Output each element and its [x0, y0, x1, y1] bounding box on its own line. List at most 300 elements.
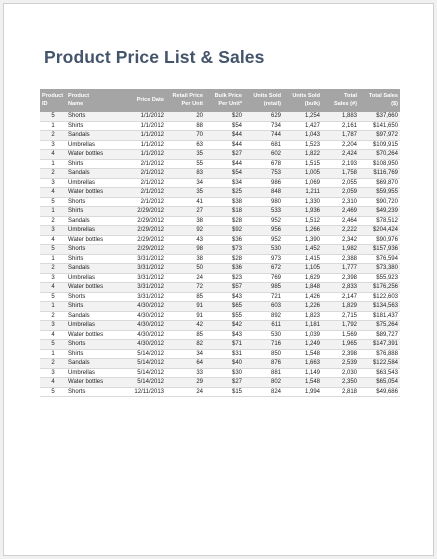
cell-total-sales-units: 2,147: [322, 292, 359, 302]
cell-units-retail: 881: [244, 368, 283, 378]
cell-total-sales-value: $109,915: [359, 140, 400, 150]
table-row: [40, 112, 400, 121]
cell-price-date: 2/29/2012: [118, 245, 166, 255]
cell-retail-price: 98: [166, 245, 205, 255]
cell-total-sales-units: 2,464: [322, 216, 359, 226]
cell-total-sales-units: 2,059: [322, 188, 359, 198]
cell-retail-price: 72: [166, 283, 205, 293]
table-row: [40, 188, 400, 198]
cell-bulk-price: $27: [205, 378, 244, 388]
cell-product-name: Water bottles: [66, 378, 118, 388]
cell-units-bulk: 1,330: [283, 197, 322, 207]
table-row: [40, 207, 400, 217]
cell-retail-price: 92: [166, 226, 205, 236]
cell-retail-price: 85: [166, 330, 205, 340]
cell-total-sales-units: 2,398: [322, 273, 359, 283]
header-units-retail: Units Sold (retail): [244, 89, 283, 112]
cell-total-sales-units: 2,350: [322, 378, 359, 388]
cell-product-name: Shirts: [66, 302, 118, 312]
cell-product-name: Shorts: [66, 112, 118, 121]
cell-bulk-price: $44: [205, 159, 244, 169]
cell-retail-price: 35: [166, 188, 205, 198]
cell-product-name: Water bottles: [66, 235, 118, 245]
cell-bulk-price: $36: [205, 235, 244, 245]
table-row: [40, 330, 400, 340]
table-row: [40, 387, 400, 397]
cell-retail-price: 24: [166, 273, 205, 283]
cell-price-date: 5/14/2012: [118, 378, 166, 388]
cell-total-sales-units: 1,883: [322, 112, 359, 121]
cell-total-sales-value: $157,936: [359, 245, 400, 255]
table-row: [40, 178, 400, 188]
cell-product-id: 5: [40, 245, 66, 255]
cell-units-bulk: 1,994: [283, 387, 322, 397]
cell-total-sales-value: $76,888: [359, 349, 400, 359]
cell-product-id: 5: [40, 340, 66, 350]
cell-units-retail: 848: [244, 188, 283, 198]
cell-price-date: 1/1/2012: [118, 112, 166, 121]
cell-retail-price: 43: [166, 235, 205, 245]
cell-total-sales-value: $70,264: [359, 150, 400, 160]
cell-units-bulk: 1,512: [283, 216, 322, 226]
cell-units-bulk: 1,663: [283, 359, 322, 369]
price-sales-table: [40, 89, 400, 397]
cell-total-sales-units: 2,055: [322, 178, 359, 188]
cell-total-sales-units: 2,833: [322, 283, 359, 293]
cell-units-retail: 530: [244, 245, 283, 255]
cell-total-sales-value: $65,054: [359, 378, 400, 388]
cell-total-sales-value: $181,437: [359, 311, 400, 321]
cell-units-bulk: 1,266: [283, 226, 322, 236]
cell-retail-price: 27: [166, 207, 205, 217]
cell-product-id: 2: [40, 169, 66, 179]
cell-retail-price: 55: [166, 159, 205, 169]
cell-units-bulk: 1,039: [283, 330, 322, 340]
cell-total-sales-value: $73,380: [359, 264, 400, 274]
cell-units-bulk: 1,822: [283, 150, 322, 160]
cell-price-date: 4/30/2012: [118, 302, 166, 312]
cell-total-sales-value: $204,424: [359, 226, 400, 236]
cell-product-id: 1: [40, 159, 66, 169]
cell-product-name: Shorts: [66, 387, 118, 397]
cell-bulk-price: $25: [205, 188, 244, 198]
cell-price-date: 4/30/2012: [118, 311, 166, 321]
cell-total-sales-value: $147,391: [359, 340, 400, 350]
cell-total-sales-units: 2,342: [322, 235, 359, 245]
cell-total-sales-value: $122,603: [359, 292, 400, 302]
header-units-bulk: Units Sold (bulk): [283, 89, 322, 112]
cell-total-sales-units: 2,818: [322, 387, 359, 397]
cell-product-name: Sandals: [66, 264, 118, 274]
table-row: [40, 273, 400, 283]
cell-total-sales-units: 2,398: [322, 349, 359, 359]
header-bulk-price: Bulk Price Per Unit*: [205, 89, 244, 112]
cell-retail-price: 38: [166, 254, 205, 264]
cell-retail-price: 38: [166, 216, 205, 226]
cell-retail-price: 85: [166, 292, 205, 302]
cell-units-retail: 629: [244, 112, 283, 121]
cell-units-bulk: 1,005: [283, 169, 322, 179]
cell-product-id: 5: [40, 112, 66, 121]
cell-price-date: 5/14/2012: [118, 349, 166, 359]
cell-product-name: Sandals: [66, 216, 118, 226]
cell-units-retail: 672: [244, 264, 283, 274]
cell-product-id: 2: [40, 216, 66, 226]
cell-units-bulk: 1,390: [283, 235, 322, 245]
cell-bulk-price: $34: [205, 178, 244, 188]
cell-bulk-price: $38: [205, 197, 244, 207]
cell-retail-price: 70: [166, 131, 205, 141]
cell-product-name: Umbrellas: [66, 273, 118, 283]
cell-retail-price: 42: [166, 321, 205, 331]
table-row: [40, 131, 400, 141]
cell-product-id: 3: [40, 226, 66, 236]
cell-total-sales-value: $176,256: [359, 283, 400, 293]
cell-price-date: 3/31/2012: [118, 292, 166, 302]
cell-product-id: 3: [40, 178, 66, 188]
cell-product-name: Umbrellas: [66, 321, 118, 331]
cell-units-bulk: 1,452: [283, 245, 322, 255]
cell-product-id: 1: [40, 254, 66, 264]
cell-units-bulk: 1,254: [283, 112, 322, 121]
cell-total-sales-units: 1,787: [322, 131, 359, 141]
cell-retail-price: 34: [166, 349, 205, 359]
cell-total-sales-value: $122,584: [359, 359, 400, 369]
cell-units-retail: 611: [244, 321, 283, 331]
table-row: [40, 235, 400, 245]
cell-retail-price: 29: [166, 378, 205, 388]
cell-product-id: 3: [40, 368, 66, 378]
cell-bulk-price: $20: [205, 112, 244, 121]
cell-total-sales-value: $90,720: [359, 197, 400, 207]
cell-product-id: 4: [40, 283, 66, 293]
cell-product-name: Shirts: [66, 121, 118, 131]
cell-bulk-price: $30: [205, 368, 244, 378]
cell-bulk-price: $28: [205, 216, 244, 226]
cell-total-sales-value: $76,594: [359, 254, 400, 264]
cell-total-sales-units: 2,424: [322, 150, 359, 160]
cell-product-id: 1: [40, 302, 66, 312]
table-row: [40, 349, 400, 359]
cell-total-sales-value: $97,972: [359, 131, 400, 141]
cell-product-name: Umbrellas: [66, 140, 118, 150]
cell-bulk-price: $42: [205, 321, 244, 331]
cell-retail-price: 88: [166, 121, 205, 131]
cell-product-name: Sandals: [66, 131, 118, 141]
cell-bulk-price: $43: [205, 292, 244, 302]
cell-retail-price: 50: [166, 264, 205, 274]
cell-product-id: 3: [40, 321, 66, 331]
cell-units-bulk: 1,069: [283, 178, 322, 188]
cell-product-id: 2: [40, 311, 66, 321]
table-row: [40, 378, 400, 388]
cell-product-id: 3: [40, 273, 66, 283]
cell-units-bulk: 1,629: [283, 273, 322, 283]
cell-total-sales-value: $108,950: [359, 159, 400, 169]
cell-total-sales-value: $49,686: [359, 387, 400, 397]
cell-units-bulk: 1,181: [283, 321, 322, 331]
cell-total-sales-value: $90,976: [359, 235, 400, 245]
cell-price-date: 4/30/2012: [118, 330, 166, 340]
cell-total-sales-value: $37,660: [359, 112, 400, 121]
cell-retail-price: 63: [166, 140, 205, 150]
cell-units-retail: 681: [244, 140, 283, 150]
cell-bulk-price: $73: [205, 245, 244, 255]
cell-total-sales-value: $69,870: [359, 178, 400, 188]
table-row: [40, 121, 400, 131]
cell-product-id: 2: [40, 264, 66, 274]
cell-retail-price: 64: [166, 359, 205, 369]
cell-total-sales-units: 2,204: [322, 140, 359, 150]
cell-retail-price: 41: [166, 197, 205, 207]
cell-units-bulk: 1,427: [283, 121, 322, 131]
cell-retail-price: 82: [166, 340, 205, 350]
cell-total-sales-units: 1,758: [322, 169, 359, 179]
cell-units-retail: 952: [244, 216, 283, 226]
table-row: [40, 150, 400, 160]
cell-product-id: 1: [40, 349, 66, 359]
cell-product-name: Water bottles: [66, 188, 118, 198]
cell-bulk-price: $18: [205, 207, 244, 217]
cell-units-retail: 716: [244, 340, 283, 350]
cell-price-date: 2/1/2012: [118, 169, 166, 179]
cell-total-sales-value: $63,543: [359, 368, 400, 378]
cell-units-retail: 802: [244, 378, 283, 388]
document-page: [3, 3, 434, 556]
cell-retail-price: 91: [166, 311, 205, 321]
cell-price-date: 2/29/2012: [118, 235, 166, 245]
table-row: [40, 283, 400, 293]
cell-bulk-price: $15: [205, 387, 244, 397]
cell-price-date: 2/29/2012: [118, 216, 166, 226]
cell-product-id: 4: [40, 378, 66, 388]
cell-units-retail: 986: [244, 178, 283, 188]
cell-bulk-price: $28: [205, 254, 244, 264]
cell-product-name: Sandals: [66, 359, 118, 369]
cell-retail-price: 24: [166, 387, 205, 397]
header-retail-price: Retail Price Per Unit: [166, 89, 205, 112]
cell-bulk-price: $92: [205, 226, 244, 236]
table-row: [40, 264, 400, 274]
cell-units-bulk: 1,523: [283, 140, 322, 150]
cell-price-date: 3/31/2012: [118, 254, 166, 264]
table-row: [40, 321, 400, 331]
table-row: [40, 197, 400, 207]
table-row: [40, 159, 400, 169]
cell-price-date: 12/11/2013: [118, 387, 166, 397]
cell-units-retail: 744: [244, 131, 283, 141]
cell-units-retail: 892: [244, 311, 283, 321]
cell-units-bulk: 1,548: [283, 349, 322, 359]
cell-bulk-price: $71: [205, 340, 244, 350]
cell-product-name: Shirts: [66, 159, 118, 169]
cell-bulk-price: $55: [205, 311, 244, 321]
cell-bulk-price: $57: [205, 283, 244, 293]
cell-retail-price: 34: [166, 178, 205, 188]
cell-units-retail: 824: [244, 387, 283, 397]
cell-price-date: 2/1/2012: [118, 178, 166, 188]
cell-price-date: 5/14/2012: [118, 359, 166, 369]
table-header-row: [40, 89, 400, 112]
cell-price-date: 4/30/2012: [118, 321, 166, 331]
cell-total-sales-units: 2,030: [322, 368, 359, 378]
cell-units-bulk: 1,415: [283, 254, 322, 264]
cell-total-sales-value: $134,563: [359, 302, 400, 312]
header-total-sales-units: Total Sales (#): [322, 89, 359, 112]
cell-bulk-price: $54: [205, 169, 244, 179]
cell-product-id: 5: [40, 387, 66, 397]
cell-units-retail: 678: [244, 159, 283, 169]
cell-units-retail: 530: [244, 330, 283, 340]
table-row: [40, 340, 400, 350]
cell-price-date: 2/1/2012: [118, 159, 166, 169]
cell-units-bulk: 1,105: [283, 264, 322, 274]
cell-bulk-price: $23: [205, 273, 244, 283]
cell-units-retail: 721: [244, 292, 283, 302]
cell-units-bulk: 1,043: [283, 131, 322, 141]
cell-price-date: 5/14/2012: [118, 368, 166, 378]
cell-units-bulk: 1,249: [283, 340, 322, 350]
table-row: [40, 302, 400, 312]
cell-total-sales-value: $49,239: [359, 207, 400, 217]
cell-product-name: Umbrellas: [66, 368, 118, 378]
table-body: [40, 112, 400, 397]
cell-product-name: Umbrellas: [66, 178, 118, 188]
cell-units-bulk: 1,823: [283, 311, 322, 321]
cell-product-name: Sandals: [66, 311, 118, 321]
cell-total-sales-units: 2,539: [322, 359, 359, 369]
cell-units-bulk: 1,548: [283, 378, 322, 388]
table-row: [40, 311, 400, 321]
cell-product-id: 2: [40, 131, 66, 141]
cell-bulk-price: $44: [205, 140, 244, 150]
cell-units-retail: 980: [244, 197, 283, 207]
cell-total-sales-units: 2,715: [322, 311, 359, 321]
cell-product-name: Water bottles: [66, 330, 118, 340]
table-row: [40, 254, 400, 264]
cell-product-id: 5: [40, 292, 66, 302]
cell-total-sales-units: 1,829: [322, 302, 359, 312]
cell-price-date: 4/30/2012: [118, 340, 166, 350]
cell-price-date: 2/1/2012: [118, 188, 166, 198]
cell-units-retail: 769: [244, 273, 283, 283]
table-row: [40, 226, 400, 236]
cell-units-retail: 850: [244, 349, 283, 359]
cell-retail-price: 33: [166, 368, 205, 378]
cell-price-date: 3/31/2012: [118, 273, 166, 283]
cell-units-bulk: 1,848: [283, 283, 322, 293]
table-row: [40, 245, 400, 255]
cell-units-retail: 973: [244, 254, 283, 264]
cell-product-id: 1: [40, 207, 66, 217]
cell-product-name: Shorts: [66, 245, 118, 255]
cell-product-name: Shorts: [66, 292, 118, 302]
cell-total-sales-value: $75,264: [359, 321, 400, 331]
cell-price-date: 1/1/2012: [118, 131, 166, 141]
cell-retail-price: 35: [166, 150, 205, 160]
cell-product-id: 5: [40, 197, 66, 207]
cell-product-name: Water bottles: [66, 150, 118, 160]
cell-total-sales-value: $55,923: [359, 273, 400, 283]
cell-total-sales-value: $78,512: [359, 216, 400, 226]
cell-units-bulk: 1,211: [283, 188, 322, 198]
cell-total-sales-value: $116,769: [359, 169, 400, 179]
cell-price-date: 1/1/2012: [118, 140, 166, 150]
header-total-sales-value: Total Sales ($): [359, 89, 400, 112]
header-price-date: Price Date: [118, 89, 166, 112]
cell-bulk-price: $43: [205, 330, 244, 340]
cell-units-retail: 952: [244, 235, 283, 245]
cell-total-sales-units: 1,569: [322, 330, 359, 340]
cell-units-retail: 602: [244, 150, 283, 160]
cell-units-bulk: 1,515: [283, 159, 322, 169]
table-row: [40, 169, 400, 179]
cell-bulk-price: $54: [205, 121, 244, 131]
cell-price-date: 2/29/2012: [118, 207, 166, 217]
cell-total-sales-units: 1,965: [322, 340, 359, 350]
cell-price-date: 3/31/2012: [118, 264, 166, 274]
cell-product-name: Shirts: [66, 349, 118, 359]
cell-product-name: Shorts: [66, 340, 118, 350]
cell-product-id: 4: [40, 235, 66, 245]
cell-price-date: 2/29/2012: [118, 226, 166, 236]
cell-product-id: 4: [40, 330, 66, 340]
cell-units-bulk: 1,426: [283, 292, 322, 302]
cell-total-sales-value: $141,650: [359, 121, 400, 131]
cell-retail-price: 83: [166, 169, 205, 179]
cell-product-name: Shirts: [66, 254, 118, 264]
table-row: [40, 216, 400, 226]
cell-units-bulk: 1,149: [283, 368, 322, 378]
cell-total-sales-units: 1,982: [322, 245, 359, 255]
header-product-id: Product ID: [40, 89, 66, 112]
cell-bulk-price: $40: [205, 359, 244, 369]
cell-units-retail: 734: [244, 121, 283, 131]
cell-product-name: Shirts: [66, 207, 118, 217]
cell-units-retail: 603: [244, 302, 283, 312]
table-row: [40, 359, 400, 369]
cell-price-date: 1/1/2012: [118, 121, 166, 131]
cell-units-retail: 753: [244, 169, 283, 179]
cell-price-date: 3/31/2012: [118, 283, 166, 293]
cell-units-retail: 876: [244, 359, 283, 369]
cell-product-id: 4: [40, 188, 66, 198]
cell-units-bulk: 1,936: [283, 207, 322, 217]
cell-product-name: Umbrellas: [66, 226, 118, 236]
cell-product-name: Shorts: [66, 197, 118, 207]
cell-retail-price: 91: [166, 302, 205, 312]
cell-total-sales-units: 2,222: [322, 226, 359, 236]
cell-product-id: 1: [40, 121, 66, 131]
cell-total-sales-value: $59,955: [359, 188, 400, 198]
cell-bulk-price: $27: [205, 150, 244, 160]
cell-bulk-price: $44: [205, 131, 244, 141]
table-row: [40, 292, 400, 302]
cell-total-sales-units: 2,388: [322, 254, 359, 264]
cell-product-id: 3: [40, 140, 66, 150]
cell-total-sales-value: $89,727: [359, 330, 400, 340]
table-row: [40, 140, 400, 150]
cell-units-retail: 533: [244, 207, 283, 217]
cell-total-sales-units: 2,310: [322, 197, 359, 207]
cell-retail-price: 20: [166, 112, 205, 121]
cell-product-id: 2: [40, 359, 66, 369]
cell-product-name: Water bottles: [66, 283, 118, 293]
cell-total-sales-units: 2,469: [322, 207, 359, 217]
cell-units-bulk: 1,226: [283, 302, 322, 312]
cell-total-sales-units: 1,777: [322, 264, 359, 274]
cell-product-name: Sandals: [66, 169, 118, 179]
